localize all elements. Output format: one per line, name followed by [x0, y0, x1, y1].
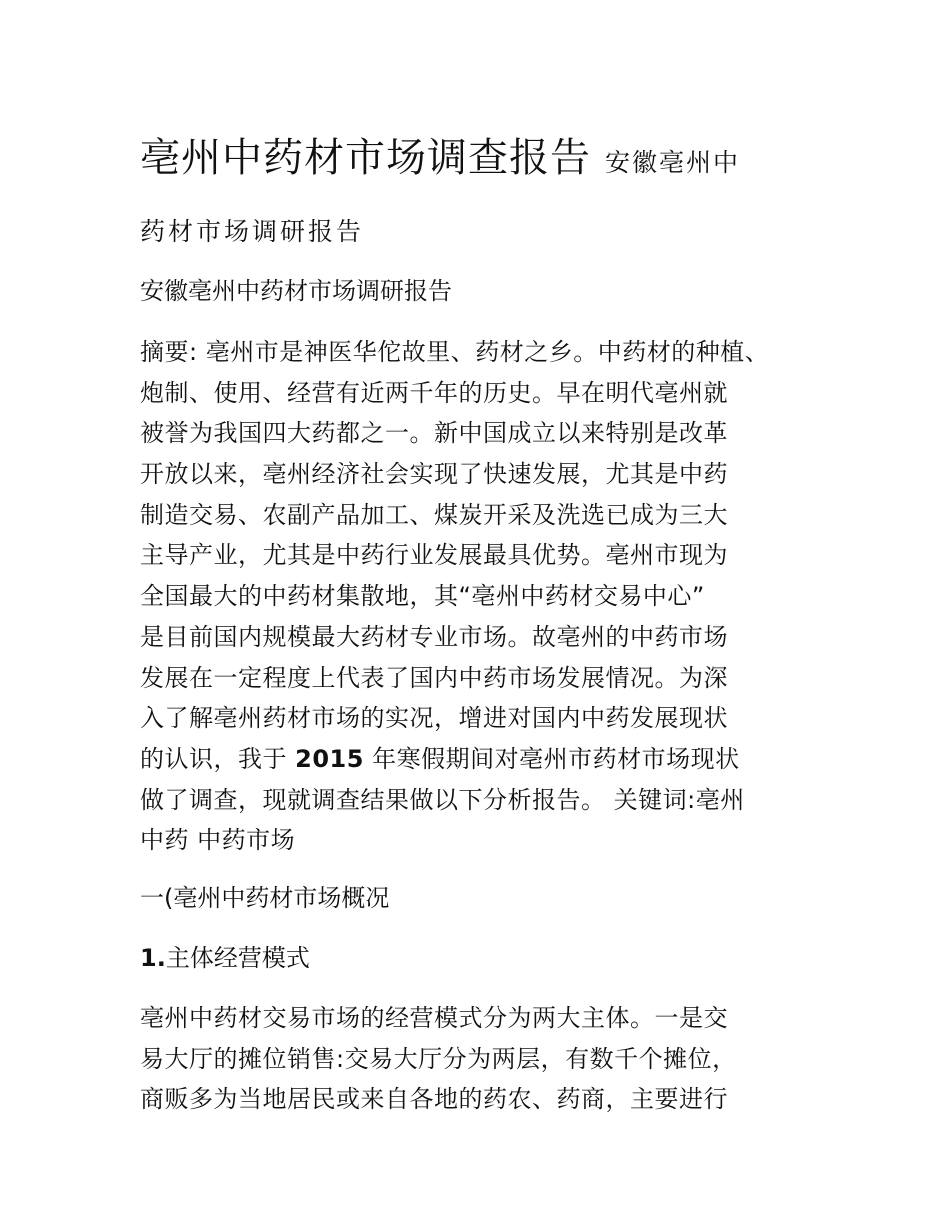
title-suffix: 安徽亳州中 [605, 148, 741, 177]
title-continuation: 药材市场调研报告 [140, 217, 365, 246]
abstract-line: 被誉为我国四大药都之一。新中国成立以来特别是改革 [140, 419, 728, 448]
keywords-line: 中药 中药市场 [140, 826, 296, 855]
section-heading-1: 一(亳州中药材市场概况 [140, 884, 390, 912]
abstract-line: 做了调查，现就调查结果做以下分析报告。 关键词:亳州 [140, 785, 745, 814]
subtitle: 安徽亳州中药材市场调研报告 [140, 277, 452, 305]
section-title: 主体经营模式 [165, 944, 310, 972]
document-title [140, 128, 740, 196]
abstract-line: 开放以来，亳州经济社会实现了快速发展，尤其是中药 [140, 460, 728, 489]
abstract-line: 全国最大的中药材集散地，其“亳州中药材交易中心” [140, 582, 705, 611]
abstract-line: 主导产业，尤其是中药行业发展最具优势。亳州市现为 [140, 541, 728, 570]
abstract-paragraph [140, 332, 769, 861]
abstract-line: 摘要: 亳州市是神医华佗故里、药材之乡。中药材的种植、 [140, 338, 770, 366]
abstract-line [140, 739, 769, 780]
section-number: 1. [140, 944, 166, 972]
abstract-line: 发展在一定程度上代表了国内中药市场发展情况。为深 [140, 663, 728, 692]
abstract-line-text: 年寒假期间对亳州市药材市场现状 [363, 744, 740, 773]
section-heading-1-1 [140, 940, 310, 976]
abstract-line: 入了解亳州药材市场的实况，增进对国内中药发展现状 [140, 704, 728, 733]
abstract-line: 制造交易、农副产品加工、煤炭开采及洗选已成为三大 [140, 500, 728, 529]
body-line: 商贩多为当地居民或来自各地的药农、药商，主要进行 [140, 1085, 728, 1114]
abstract-line-text: 的认识，我于 [140, 744, 296, 773]
body-line: 亳州中药材交易市场的经营模式分为两大主体。一是交 [140, 1004, 728, 1032]
body-line: 易大厅的摊位销售:交易大厅分为两层，有数千个摊位， [140, 1044, 737, 1073]
title-main: 亳州中药材市场调查报告 [140, 135, 591, 181]
year-number: 2015 [295, 744, 364, 773]
body-paragraph [140, 998, 737, 1120]
abstract-line: 炮制、使用、经营有近两千年的历史。早在明代亳州就 [140, 378, 728, 407]
abstract-line: 是目前国内规模最大药材专业市场。故亳州的中药市场 [140, 622, 728, 651]
